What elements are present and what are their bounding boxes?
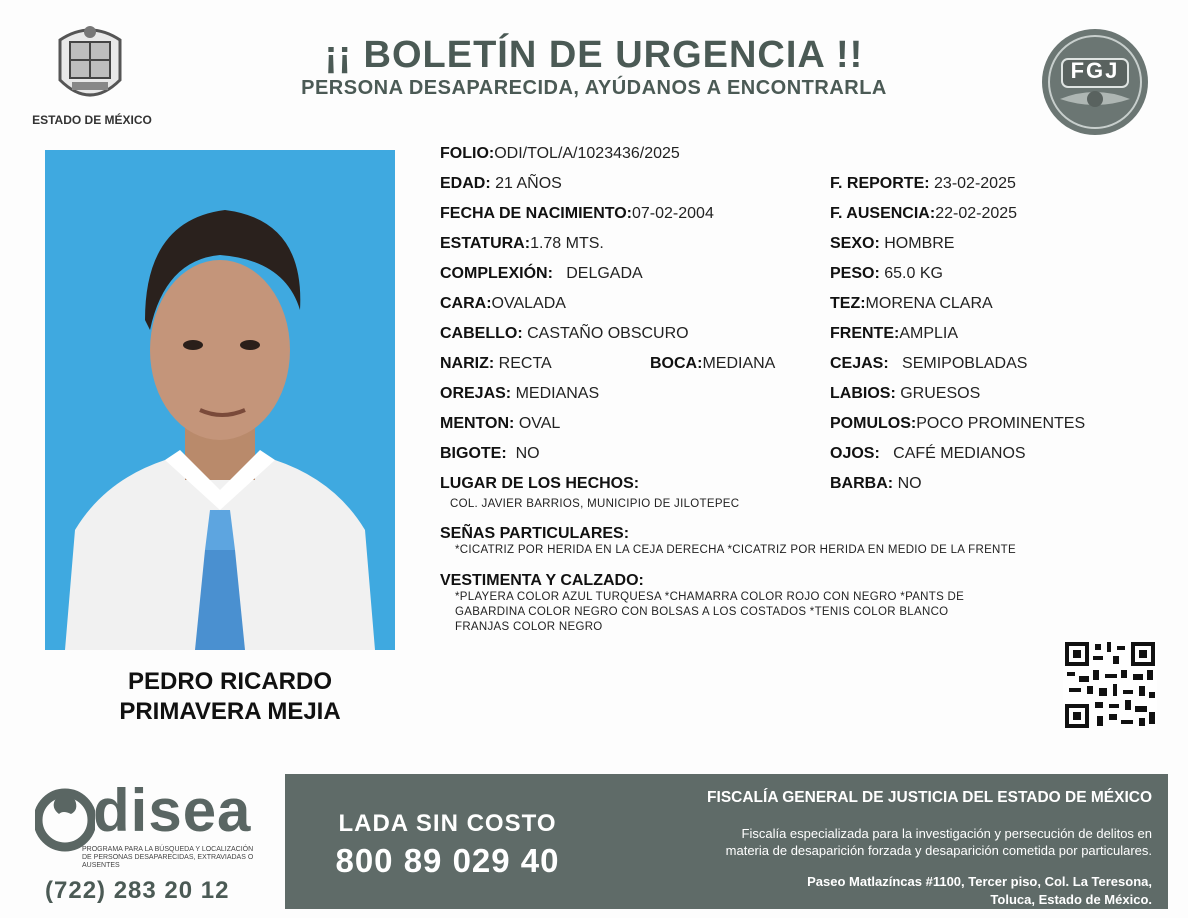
field-reporte: F. REPORTE: 23-02-2025 <box>830 175 1016 192</box>
field-cabello: CABELLO: CASTAÑO OBSCURO <box>440 325 689 342</box>
person-name-line2: PRIMAVERA MEJIA <box>119 698 341 725</box>
senas-text: *CICATRIZ POR HERIDA EN LA CEJA DERECHA *CICATRIZ POR HERIDA EN MEDIO DE LA FRENTE <box>455 544 1016 556</box>
field-edad: EDAD: 21 AÑOS <box>440 175 562 192</box>
bulletin-title: ¡¡ BOLETÍN DE URGENCIA !! <box>324 34 864 76</box>
fgj-label: FGJ <box>1070 58 1120 83</box>
footer-description: Fiscalía especializada para la investigación y persecución de delitos en materia de desaparición forzada y desaparición cometida por particulares. <box>725 826 1152 858</box>
state-label: ESTADO DE MÉXICO <box>32 113 152 127</box>
lada-label: LADA SIN COSTO <box>338 810 557 837</box>
field-boca: BOCA:MEDIANA <box>650 355 776 372</box>
vestimenta-line1: *PLAYERA COLOR AZUL TURQUESA *CHAMARRA COLOR ROJO CON NEGRO *PANTS DE <box>455 591 965 603</box>
field-lugar-value: COL. JAVIER BARRIOS, MUNICIPIO DE JILOTEPEC <box>450 498 740 510</box>
field-cara: CARA:OVALADA <box>440 295 566 312</box>
odisea-brand: disea <box>93 777 252 844</box>
field-nariz: NARIZ: RECTA <box>440 355 552 372</box>
field-orejas: OREJAS: MEDIANAS <box>440 385 600 402</box>
bulletin-subtitle: PERSONA DESAPARECIDA, AYÚDANOS A ENCONTRARLA <box>301 77 887 99</box>
field-bigote: BIGOTE: NO <box>440 445 540 462</box>
field-nacimiento: FECHA DE NACIMIENTO:07-02-2004 <box>440 205 714 222</box>
field-barba: BARBA: NO <box>830 475 922 492</box>
field-cejas: CEJAS: SEMIPOBLADAS <box>830 355 1028 372</box>
field-labios: LABIOS: GRUESOS <box>830 385 981 402</box>
qr-code-icon[interactable] <box>1063 640 1157 730</box>
field-tez: TEZ:MORENA CLARA <box>830 295 993 312</box>
lada-number[interactable]: 800 89 029 40 <box>335 842 560 879</box>
vestimenta-label: VESTIMENTA Y CALZADO: <box>440 572 644 589</box>
field-frente: FRENTE:AMPLIA <box>830 325 959 342</box>
footer-address: Paseo Matlazíncas #1100, Tercer piso, Col. La Teresona, Toluca, Estado de México. <box>807 874 1152 907</box>
vestimenta-line3: FRANJAS COLOR NEGRO <box>455 621 603 633</box>
field-peso: PESO: 65.0 KG <box>830 265 943 282</box>
odisea-description: PROGRAMA PARA LA BÚSQUEDA Y LOCALIZACIÓN DE PERSONAS DESAPARECIDAS, EXTRAVIADAS O AUSENTES <box>82 846 254 869</box>
field-estatura: ESTATURA:1.78 MTS. <box>440 235 604 252</box>
vestimenta-line2: GABARDINA COLOR NEGRO CON BOLSAS A LOS COSTADOS *TENIS COLOR BLANCO <box>455 606 949 618</box>
field-menton: MENTON: OVAL <box>440 415 561 432</box>
field-lugar-label: LUGAR DE LOS HECHOS: <box>440 475 640 492</box>
senas-label: SEÑAS PARTICULARES: <box>440 525 630 542</box>
odisea-phone[interactable]: (722) 283 20 12 <box>45 877 230 904</box>
field-pomulos: POMULOS:POCO PROMINENTES <box>830 415 1086 432</box>
footer-org: FISCALÍA GENERAL DE JUSTICIA DEL ESTADO DE MÉXICO <box>707 789 1152 806</box>
missing-person-photo <box>45 150 395 650</box>
field-ausencia: F. AUSENCIA:22-02-2025 <box>830 205 1018 222</box>
person-name-line1: PEDRO RICARDO <box>127 668 332 695</box>
field-complexion: COMPLEXIÓN: DELGADA <box>440 265 643 282</box>
field-ojos: OJOS: CAFÉ MEDIANOS <box>830 445 1026 462</box>
field-sexo: SEXO: HOMBRE <box>830 235 955 252</box>
field-folio: FOLIO:ODI/TOL/A/1023436/2025 <box>440 145 680 162</box>
